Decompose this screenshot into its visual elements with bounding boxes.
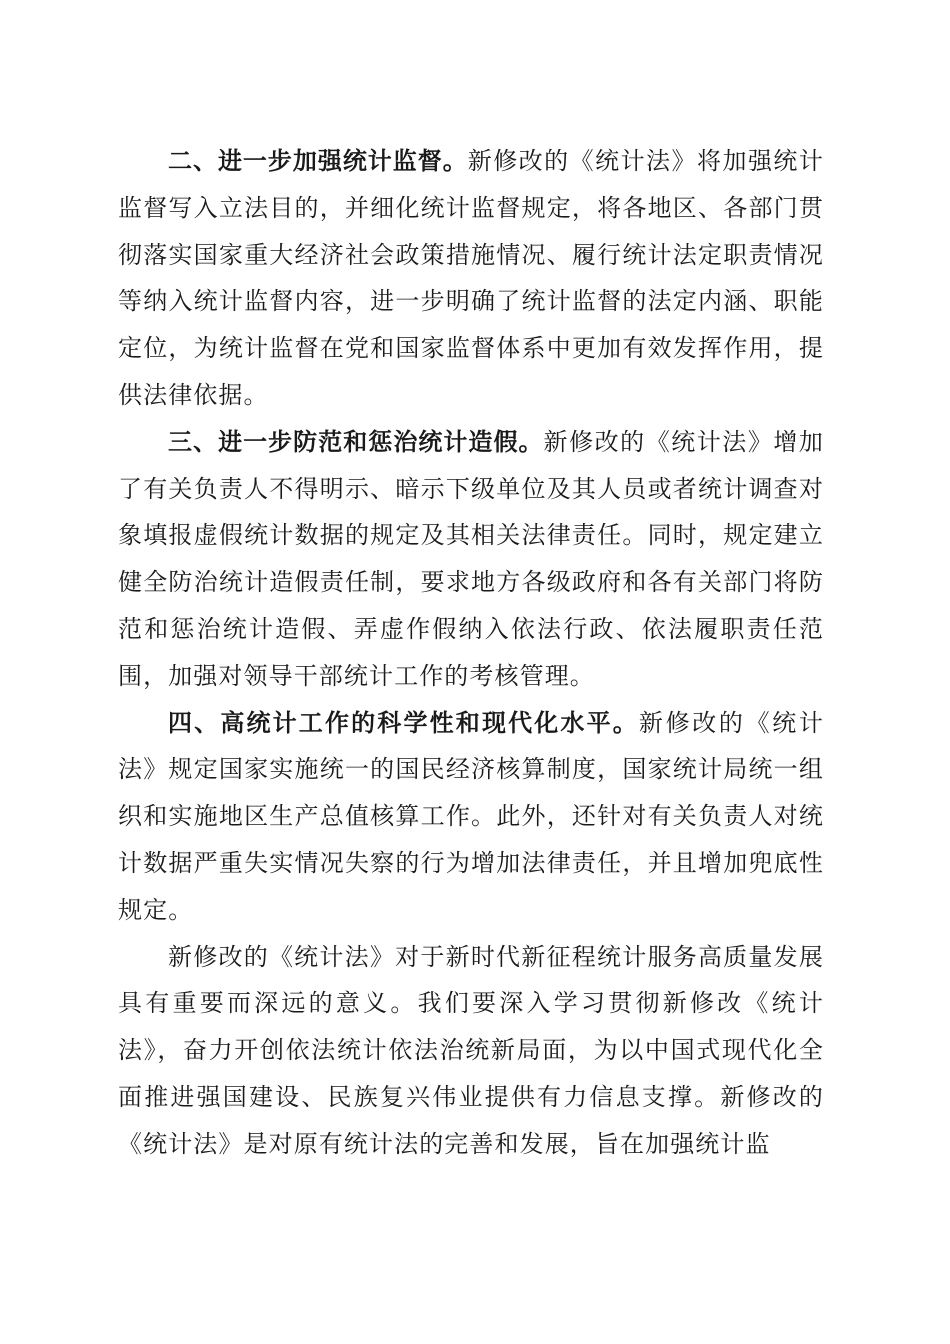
paragraph-modernization xyxy=(118,700,824,934)
paragraph-heading: 四、高统计工作的科学性和现代化水平。 xyxy=(168,708,639,737)
paragraph-text: 新修改的《统计法》将加强统计监督写入立法目的，并细化统计监督规定，将各地区、各部门贯彻落实国家重大经济社会政策措施情况、履行统计法定职责情况等纳入统计监督内容，进一步明确了统计监督的法定内涵、职能定位，为统计监督在党和国家监督体系中更加有效发挥作用，提供法律依据。 xyxy=(118,147,825,409)
document-body xyxy=(118,138,824,1168)
paragraph-statistical-supervision xyxy=(118,138,824,419)
paragraph-text: 新修改的《统计法》增加了有关负责人不得明示、暗示下级单位及其人员或者统计调查对象填报虚假统计数据的规定及其相关法律责任。同时，规定建立健全防治统计造假责任制，要求地方各级政府和各有关部门将防范和惩治统计造假、弄虚作假纳入依法行政、依法履职责任范围，加强对领导干部统计工作的考核管理。 xyxy=(118,427,825,690)
paragraph-heading: 三、进一步防范和惩治统计造假。 xyxy=(168,427,544,456)
paragraph-text: 新修改的《统计法》对于新时代新征程统计服务高质量发展具有重要而深远的意义。我们要深入学习贯彻新修改《统计法》，奋力开创依法统计依法治统新局面，为以中国式现代化全面推进强国建设、民族复兴伟业提供有力信息支撑。新修改的《统计法》是对原有统计法的完善和发展，旨在加强统计监 xyxy=(118,942,824,1158)
paragraph-heading: 二、进一步加强统计监督。 xyxy=(168,147,468,175)
paragraph-significance xyxy=(118,934,824,1168)
paragraph-text: 新修改的《统计法》规定国家实施统一的国民经济核算制度，国家统计局统一组织和实施地区生产总值核算工作。此外，还针对有关负责人对统计数据严重失实情况失察的行为增加法律责任，并且增加兜底性规定。 xyxy=(118,708,824,924)
paragraph-anti-fraud xyxy=(118,419,824,700)
